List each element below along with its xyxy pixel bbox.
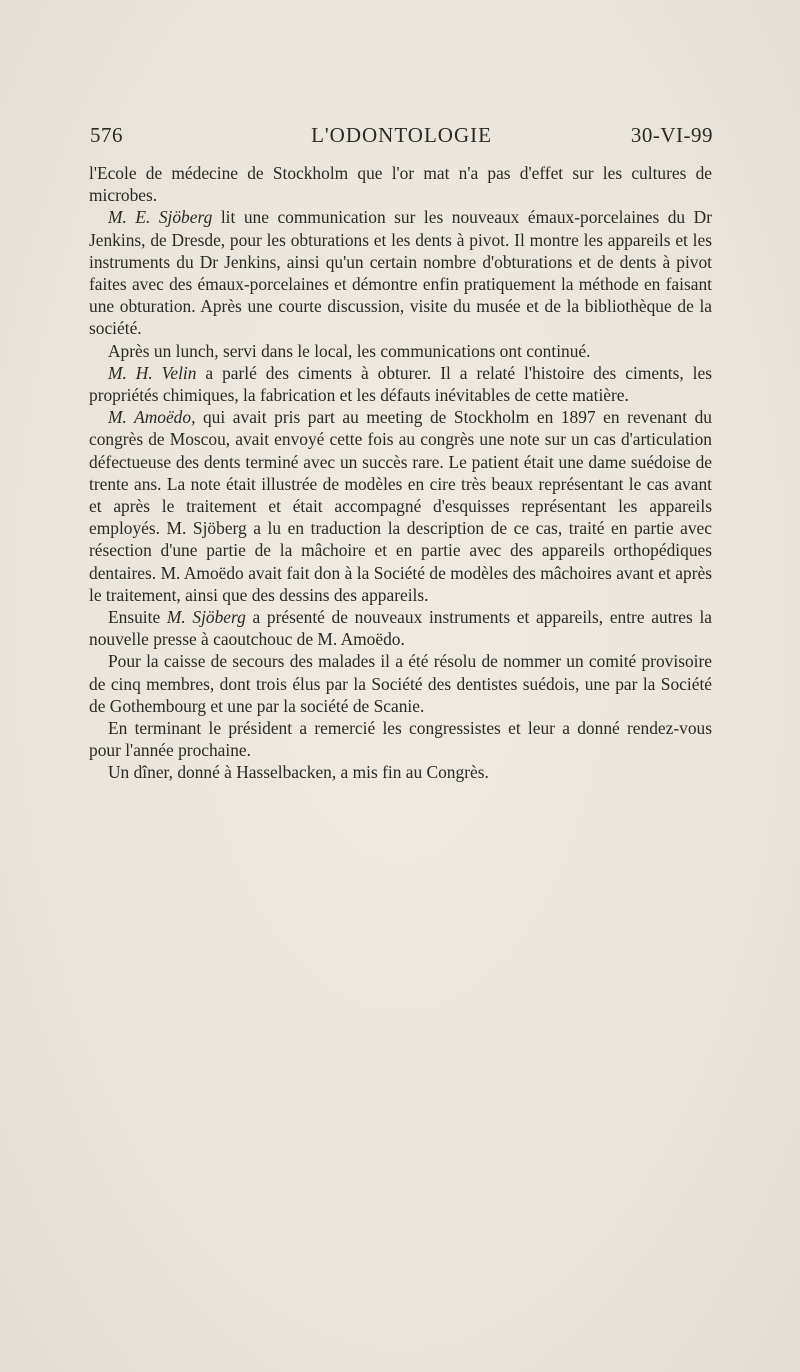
running-header	[90, 123, 713, 153]
paragraph-text: qui avait pris part au meeting de Stockholm en 1897 en revenant du congrès de Moscou, avait envoyé cette fois au congrès une note sur un cas d'articulation défectueuse des dents terminé avec un succès rare. Le patient était une dame suédoise de trente ans. La note était illustrée de modèles en cire très beaux représentant le cas avant et après le traitement et était accompagné d'esquisses représentant les appareils employés. M. Sjöberg a lu en traduction la description de ce cas, traité en partie avec résection d'une partie de la mâchoire et en partie avec des appareils orthopédiques dentaires. M. Amoëdo avait fait don à la Société de modèles des mâchoires avant et après le traitement, ainsi que des dessins des appareils.	[89, 407, 712, 605]
paragraph-text: lit une communication sur les nouveaux émaux-porcelaines du Dr Jenkins, de Dresde, pour les obturations et les dents à pivot. Il montre les appareils et les instruments du Dr Jenkins, ainsi qu'un certain nombre d'obturations et de dents à pivot faites avec des émaux-porcelaines et démontre enfin pratiquement la méthode en faisant une obturation. Après une courte discussion, visite du musée et de la bibliothèque de la société.	[89, 207, 712, 339]
paragraph-amoedo	[89, 406, 712, 606]
paragraph-dinner: Un dîner, donné à Hasselbacken, a mis fin au Congrès.	[108, 762, 489, 783]
issue-date: 30-VI-99	[630, 123, 713, 147]
paragraph-velin	[89, 362, 712, 406]
paragraph-text: a parlé des ciments à obturer. Il a relaté l'histoire des ciments, les propriétés chimiques, la fabrication et les défauts inévitables de cette matière.	[89, 362, 712, 406]
journal-title: L'ODONTOLOGIE	[311, 123, 492, 147]
paragraph-continued: l'Ecole de médecine de Stockholm que l'or mat n'a pas d'effet sur les cultures de microbes.	[89, 163, 712, 206]
speaker-name: M. E. Sjöberg	[108, 207, 213, 228]
speaker-name: M. H. Velin	[108, 362, 197, 383]
body-text	[89, 162, 712, 784]
speaker-name: M. Sjöberg	[166, 607, 246, 628]
speaker-name: M. Amoëdo,	[108, 407, 196, 428]
paragraph-text: Ensuite	[108, 607, 167, 628]
paragraph-sjoberg-instruments	[89, 606, 712, 650]
paragraph-lunch: Après un lunch, servi dans le local, les communications ont continué.	[108, 340, 591, 361]
paragraph-text: a présenté de nouveaux instruments et appareils, entre autres la nouvelle presse à caoutchouc de M. Amoëdo.	[89, 607, 713, 650]
paragraph-sjoberg-communication	[89, 206, 712, 339]
paragraph-closing: En terminant le président a remercié les congressistes et leur a donné rendez-vous pour l'année prochaine.	[89, 718, 712, 761]
paragraph-relief-fund: Pour la caisse de secours des malades il a été résolu de nommer un comité provisoire de cinq membres, dont trois élus par la Société des dentistes suédois, une par la Société de Gothembourg et une par la société de Scanie.	[89, 651, 712, 716]
page-number: 576	[90, 123, 123, 147]
